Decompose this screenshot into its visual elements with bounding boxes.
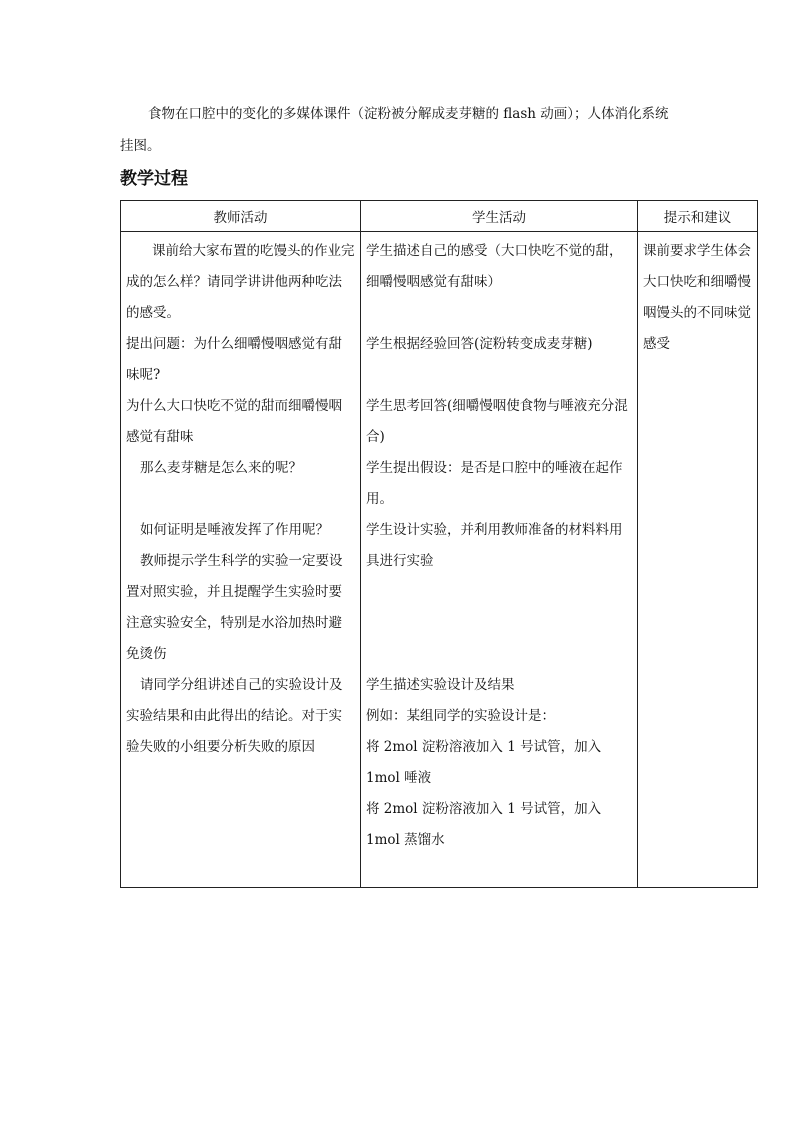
spacer — [366, 639, 632, 670]
spacer — [366, 360, 632, 391]
student-item: 学生设计实验，并利用教师准备的材料料用具进行实验 — [366, 522, 623, 569]
student-item: 学生提出假设：是否是口腔中的唾液在起作用。 — [366, 460, 623, 507]
student-item: 将 2mol 淀粉溶液加入 1 号试管，加入 1mol 唾液 — [366, 739, 602, 786]
intro-paragraph — [120, 98, 690, 162]
student-activity-cell — [361, 232, 638, 888]
header-teacher-activity: 教师活动 — [121, 201, 361, 232]
teacher-activity-cell — [121, 232, 361, 888]
spacer — [366, 608, 632, 639]
intro-line-1: 食物在口腔中的变化的多媒体课件（淀粉被分解成麦芽糖的 flash 动画）；人体消化系统 — [148, 106, 669, 122]
spacer — [126, 484, 355, 515]
teacher-item: 如何证明是唾液发挥了作用呢？ — [140, 522, 329, 538]
student-item: 将 2mol 淀粉溶液加入 1 号试管，加入 1mol 蒸馏水 — [366, 801, 602, 848]
student-item: 例如：某组同学的实验设计是： — [366, 708, 555, 724]
spacer — [366, 577, 632, 608]
header-tips-suggestions: 提示和建议 — [638, 201, 758, 232]
teacher-item: 为什么大口快吃不觉的甜而细嚼慢咽感觉有甜味 — [126, 398, 342, 445]
teaching-process-table — [120, 200, 758, 888]
teacher-item: 那么麦芽糖是怎么来的呢？ — [140, 460, 302, 476]
student-item: 学生描述实验设计及结果 — [366, 677, 515, 693]
tips-item: 课前要求学生体会大口快吃和细嚼慢咽馒头的不同味觉感受 — [643, 243, 751, 352]
teacher-item: 教师提示学生科学的实验一定要设置对照实验，并且提醒学生实验时要注意实验安全，特别是水浴加热时避免烫伤 — [126, 553, 343, 662]
header-student-activity: 学生活动 — [361, 201, 638, 232]
intro-line-2: 挂图。 — [120, 138, 161, 154]
student-item: 学生根据经验回答(淀粉转变成麦芽糖) — [366, 336, 593, 352]
table-header-row — [121, 201, 758, 232]
table-row — [121, 232, 758, 888]
teacher-item: 课前给大家布置的吃馒头的作业完成的怎么样？请同学讲讲他两种吃法的感受。 — [126, 243, 355, 321]
student-item: 学生描述自己的感受（大口快吃不觉的甜，细嚼慢咽感觉有甜味） — [366, 243, 623, 290]
section-title: 教学过程 — [120, 169, 188, 189]
tips-cell — [638, 232, 758, 888]
teacher-item: 提出问题：为什么细嚼慢咽感觉有甜味呢? — [126, 336, 342, 383]
student-item: 学生思考回答(细嚼慢咽使食物与唾液充分混合) — [366, 398, 628, 445]
teacher-item: 请同学分组讲述自己的实验设计及实验结果和由此得出的结论。对于实验失败的小组要分析失败的原因 — [126, 677, 343, 755]
spacer — [366, 298, 632, 329]
